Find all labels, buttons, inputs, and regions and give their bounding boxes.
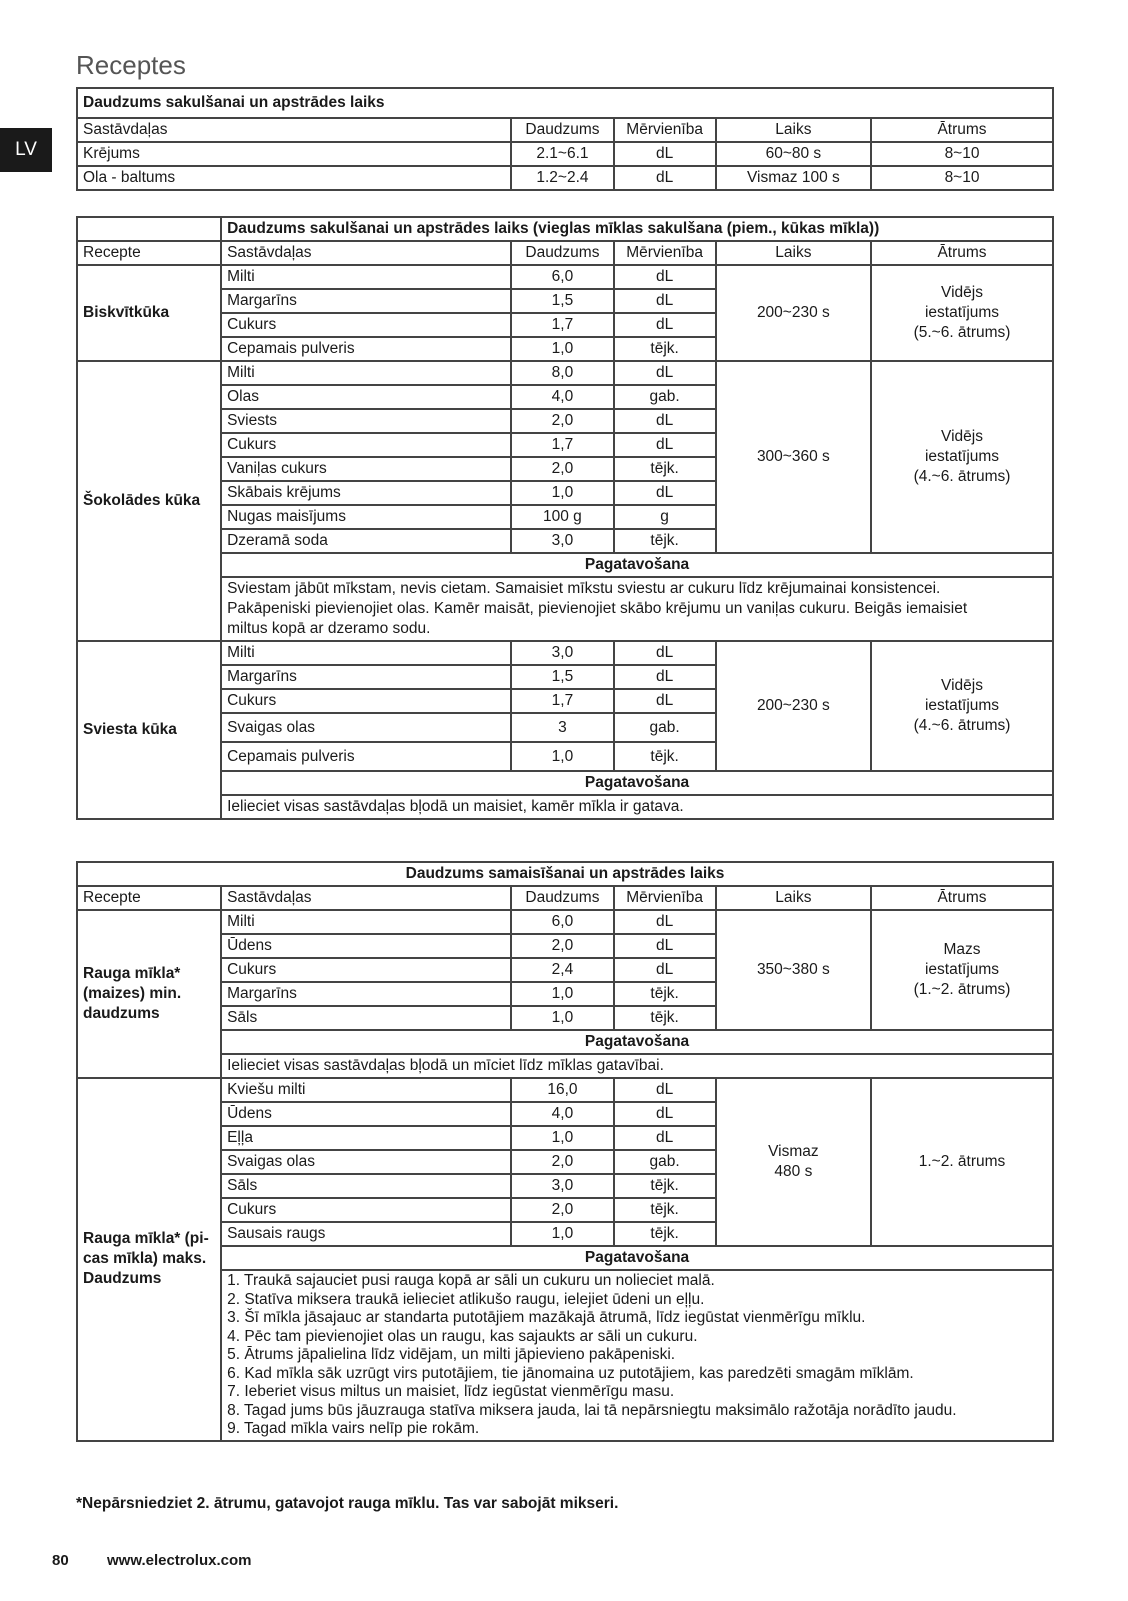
amount: 1,0	[511, 1126, 613, 1150]
time: 300~360 s	[716, 361, 871, 553]
ingredient: Nugas maisījums	[221, 505, 511, 529]
amount: 3,0	[511, 641, 613, 665]
ingredient: Ūdens	[221, 1102, 511, 1126]
ingredient: Margarīns	[221, 982, 511, 1006]
amount: 1,0	[511, 481, 613, 505]
unit: dL	[614, 481, 716, 505]
ingredient: Dzeramā soda	[221, 529, 511, 553]
unit: dL	[614, 910, 716, 934]
table-title: Daudzums sakulšanai un apstrādes laiks (vieglas mīklas sakulšana (piem., kūkas mīkla))	[221, 217, 1053, 241]
amount: 2,0	[511, 934, 613, 958]
language-tab: LV	[0, 128, 52, 172]
ingredient: Vaniļas cukurs	[221, 457, 511, 481]
recipe-name	[77, 1078, 221, 1441]
whipping-table	[76, 87, 1054, 191]
prep-line: 9. Tagad mīkla vairs nelīp pie rokām.	[227, 1420, 480, 1437]
header-amount: Daudzums	[511, 118, 613, 142]
preparation-label: Pagatavošana	[221, 771, 1053, 795]
unit: tējk.	[614, 982, 716, 1006]
prep-line: 6. Kad mīkla sāk uzrūgt virs putotājiem, tie jānomaina uz putotājiem, kas paredzēti smagām mīklām.	[227, 1364, 914, 1382]
ingredient: Olas	[221, 385, 511, 409]
unit: dL	[614, 313, 716, 337]
speed-line: iestatījums	[924, 304, 1000, 321]
prep-line: 3. Šī mīkla jāsajauc ar standarta putotājiem mazākajā ātrumā, līdz iegūstat vienmērīgu mīklu.	[227, 1309, 866, 1326]
amount: 3	[511, 713, 613, 742]
prep-line: Sviestam jābūt mīkstam, nevis cietam. Samaisiet mīkstu sviestu ar cukuru līdz krējumainai konsistencei.	[227, 580, 941, 597]
header-speed: Ātrums	[871, 118, 1053, 142]
ingredient: Sāls	[221, 1006, 511, 1030]
speed-line: 1.~2. ātrums	[918, 1153, 1006, 1170]
unit: gab.	[614, 1150, 716, 1174]
speed-line: iestatījums	[924, 448, 1000, 465]
unit: tējk.	[614, 1174, 716, 1198]
ingredient: Cukurs	[221, 1198, 511, 1222]
amount: 6,0	[511, 265, 613, 289]
ingredient: Margarīns	[221, 289, 511, 313]
footnote: *Nepārsniedziet 2. ātrumu, gatavojot rauga mīklu. Tas var sabojāt mikseri.	[76, 1495, 619, 1512]
ingredient: Sāls	[221, 1174, 511, 1198]
ingredient: Eļļa	[221, 1126, 511, 1150]
preparation-text	[221, 577, 1053, 641]
amount: 1,7	[511, 689, 613, 713]
ingredient: Milti	[221, 910, 511, 934]
unit: dL	[614, 665, 716, 689]
amount: 1.2~2.4	[511, 166, 613, 190]
unit: dL	[614, 1126, 716, 1150]
amount: 1,5	[511, 665, 613, 689]
ingredient: Krējums	[77, 142, 511, 166]
header-time: Laiks	[716, 886, 871, 910]
speed-line: Vidējs	[941, 284, 983, 301]
amount: 2,0	[511, 1198, 613, 1222]
amount: 1,7	[511, 313, 613, 337]
amount: 4,0	[511, 385, 613, 409]
unit: dL	[614, 361, 716, 385]
ingredient: Ūdens	[221, 934, 511, 958]
recipe-name	[77, 910, 221, 1078]
recipe-name-line: Rauga mīkla*	[83, 965, 181, 982]
amount: 1,7	[511, 433, 613, 457]
preparation-text	[221, 1270, 1053, 1441]
table-row	[77, 166, 1053, 190]
amount: 16,0	[511, 1078, 613, 1102]
speed: 8~10	[871, 142, 1053, 166]
unit: dL	[614, 433, 716, 457]
time: 350~380 s	[716, 910, 871, 1030]
time-line: Vismaz	[768, 1143, 819, 1160]
preparation-text	[221, 1054, 1053, 1078]
prep-line: 5. Ātrums jāpalielina līdz vidējam, un milti jāpievieno pakāpeniski.	[227, 1346, 676, 1363]
header-speed: Ātrums	[871, 886, 1053, 910]
time: 200~230 s	[716, 641, 871, 771]
ingredient: Margarīns	[221, 665, 511, 689]
ingredient: Cukurs	[221, 689, 511, 713]
ingredient: Ola - baltums	[77, 166, 511, 190]
recipe-name: Šokolādes kūka	[77, 361, 221, 641]
unit: tējk.	[614, 1198, 716, 1222]
recipe-name: Sviesta kūka	[77, 641, 221, 819]
prep-line: 2. Statīva miksera traukā ielieciet atlikušo raugu, ielejiet ūdeni un eļļu.	[227, 1290, 705, 1308]
prep-line: 1. Traukā sajauciet pusi rauga kopā ar sāli un cukuru un nolieciet malā.	[227, 1272, 715, 1289]
header-recipe: Recepte	[77, 241, 221, 265]
time: Vismaz 100 s	[716, 166, 871, 190]
speed-line: iestatījums	[924, 961, 1000, 978]
speed-line: Vidējs	[941, 677, 983, 694]
time-line: 480 s	[774, 1163, 813, 1180]
ingredient: Skābais krējums	[221, 481, 511, 505]
speed-line: (4.~6. ātrums)	[913, 468, 1011, 485]
header-ingredients: Sastāvdaļas	[77, 118, 511, 142]
amount: 3,0	[511, 529, 613, 553]
amount: 1,0	[511, 742, 613, 771]
time: 200~230 s	[716, 265, 871, 361]
amount: 1,0	[511, 982, 613, 1006]
header-ingredients: Sastāvdaļas	[221, 241, 511, 265]
speed-line: (1.~2. ātrums)	[913, 981, 1011, 998]
amount: 1,0	[511, 1006, 613, 1030]
prep-line: Ielieciet visas sastāvdaļas bļodā un mīciet līdz mīklas gatavībai.	[227, 1057, 664, 1074]
footer-url: www.electrolux.com	[107, 1552, 252, 1569]
table-title: Daudzums sakulšanai un apstrādes laiks	[77, 88, 1053, 118]
preparation-label: Pagatavošana	[221, 553, 1053, 577]
unit: dL	[614, 689, 716, 713]
speed	[871, 1078, 1053, 1246]
amount: 100 g	[511, 505, 613, 529]
dough-mixing-table	[76, 861, 1054, 1442]
ingredient: Cepamais pulveris	[221, 337, 511, 361]
prep-line: 8. Tagad jums būs jāuzrauga statīva miksera jauda, lai tā nepārsniegtu maksimālo ražotāja norādīto jaudu.	[227, 1401, 957, 1419]
speed-line: (4.~6. ātrums)	[913, 717, 1011, 734]
unit: dL	[614, 1078, 716, 1102]
ingredient: Milti	[221, 641, 511, 665]
speed-line: iestatījums	[924, 697, 1000, 714]
prep-line: Pakāpeniski pievienojiet olas. Kamēr maisāt, pievienojiet skābo krējumu un vaniļas cukuru. Beigās iemaisiet	[227, 600, 968, 617]
header-unit: Mērvienība	[614, 241, 716, 265]
speed-line: Mazs	[943, 941, 981, 958]
time	[716, 1078, 871, 1246]
unit: dL	[614, 1102, 716, 1126]
time: 60~80 s	[716, 142, 871, 166]
ingredient: Milti	[221, 265, 511, 289]
header-unit: Mērvienība	[614, 118, 716, 142]
unit: g	[614, 505, 716, 529]
unit: dL	[614, 641, 716, 665]
amount: 2,0	[511, 409, 613, 433]
ingredient: Cukurs	[221, 313, 511, 337]
table-title: Daudzums samaisīšanai un apstrādes laiks	[77, 862, 1053, 886]
unit: tējk.	[614, 529, 716, 553]
speed: 8~10	[871, 166, 1053, 190]
speed-line: Vidējs	[941, 428, 983, 445]
unit: dL	[614, 958, 716, 982]
header-speed: Ātrums	[871, 241, 1053, 265]
preparation-label: Pagatavošana	[221, 1246, 1053, 1270]
amount: 6,0	[511, 910, 613, 934]
unit: tējk.	[614, 742, 716, 771]
amount: 1,0	[511, 1222, 613, 1246]
amount: 1,5	[511, 289, 613, 313]
prep-line: Ielieciet visas sastāvdaļas bļodā un maisiet, kamēr mīkla ir gatava.	[227, 798, 684, 815]
ingredient: Svaigas olas	[221, 713, 511, 742]
ingredient: Svaigas olas	[221, 1150, 511, 1174]
header-time: Laiks	[716, 118, 871, 142]
recipe-name: Biskvītkūka	[77, 265, 221, 361]
unit: tējk.	[614, 1222, 716, 1246]
amount: 2,0	[511, 1150, 613, 1174]
prep-line: 7. Ieberiet visus miltus un maisiet, līdz iegūstat vienmērīgu masu.	[227, 1383, 675, 1400]
speed	[871, 265, 1053, 361]
header-ingredients: Sastāvdaļas	[221, 886, 511, 910]
speed-line: (5.~6. ātrums)	[913, 324, 1011, 341]
ingredient: Cukurs	[221, 958, 511, 982]
unit: tējk.	[614, 457, 716, 481]
amount: 1,0	[511, 337, 613, 361]
light-dough-table	[76, 216, 1054, 820]
header-amount: Daudzums	[511, 886, 613, 910]
unit: dL	[614, 166, 716, 190]
preparation-label: Pagatavošana	[221, 1030, 1053, 1054]
unit: dL	[614, 289, 716, 313]
prep-line: miltus kopā ar dzeramo sodu.	[227, 620, 431, 637]
table-row	[77, 142, 1053, 166]
unit: gab.	[614, 713, 716, 742]
header-time: Laiks	[716, 241, 871, 265]
recipe-name-line: (maizes) min.	[83, 985, 182, 1002]
preparation-text	[221, 795, 1053, 819]
header-amount: Daudzums	[511, 241, 613, 265]
prep-line: 4. Pēc tam pievienojiet olas un raugu, kas sajaukts ar sāli un cukuru.	[227, 1327, 698, 1345]
unit: dL	[614, 934, 716, 958]
ingredient: Kviešu milti	[221, 1078, 511, 1102]
unit: gab.	[614, 385, 716, 409]
header-unit: Mērvienība	[614, 886, 716, 910]
recipe-name-line: cas mīkla) maks.	[83, 1250, 207, 1267]
speed	[871, 641, 1053, 771]
amount: 2,0	[511, 457, 613, 481]
ingredient: Milti	[221, 361, 511, 385]
speed	[871, 910, 1053, 1030]
ingredient: Sausais raugs	[221, 1222, 511, 1246]
page-number: 80	[52, 1552, 69, 1569]
amount: 4,0	[511, 1102, 613, 1126]
page-title: Receptes	[76, 50, 186, 80]
amount: 3,0	[511, 1174, 613, 1198]
amount: 8,0	[511, 361, 613, 385]
ingredient: Cukurs	[221, 433, 511, 457]
ingredient: Sviests	[221, 409, 511, 433]
unit: tējk.	[614, 1006, 716, 1030]
recipe-name-line: daudzums	[83, 1005, 160, 1022]
unit: dL	[614, 409, 716, 433]
unit: dL	[614, 265, 716, 289]
recipe-name-line: Daudzums	[83, 1270, 162, 1287]
amount: 2.1~6.1	[511, 142, 613, 166]
recipe-name-line: Rauga mīkla* (pi-	[83, 1230, 209, 1247]
ingredient: Cepamais pulveris	[221, 742, 511, 771]
unit: tējk.	[614, 337, 716, 361]
header-recipe: Recepte	[77, 886, 221, 910]
speed	[871, 361, 1053, 553]
amount: 2,4	[511, 958, 613, 982]
unit: dL	[614, 142, 716, 166]
